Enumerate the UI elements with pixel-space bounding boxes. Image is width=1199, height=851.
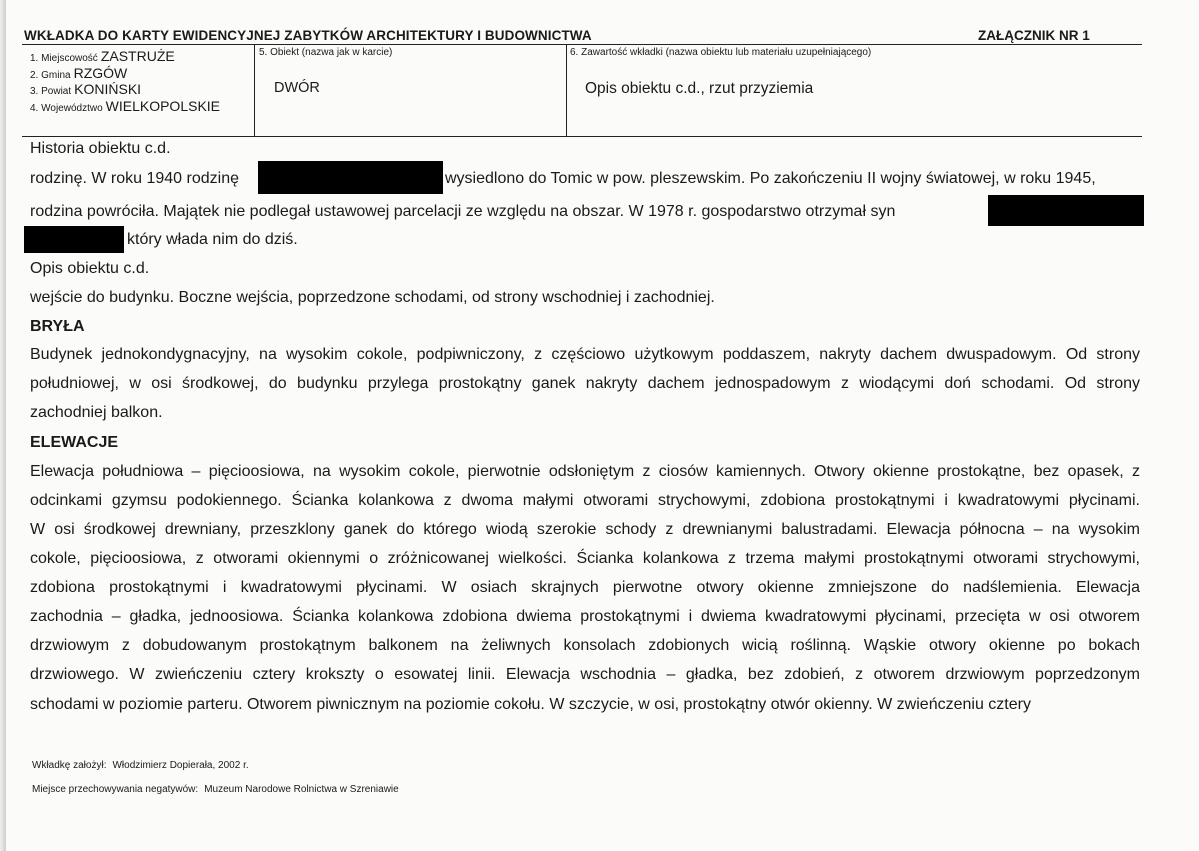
redaction-block bbox=[988, 195, 1144, 226]
elewacje-line: W osi środkowej drewniany, przeszklony ganek do którego wiodą szerokie schody z drewnianymi balustradami. Elewacja północna – na wysokim bbox=[30, 521, 1140, 538]
history-line-2: rodzina powróciła. Majątek nie podlegał ustawowej parcelacji ze względu na obszar. W 1978 r. gospodarstwo otrzymał syn bbox=[30, 203, 896, 220]
wojewodztwo-value: WIELKOPOLSKIE bbox=[105, 98, 221, 114]
content-value: Opis obiektu c.d., rzut przyziemia bbox=[585, 80, 814, 97]
footer-storage bbox=[32, 784, 399, 795]
author-value: Włodzimierz Dopierała, 2002 r. bbox=[112, 760, 249, 771]
object-value: DWÓR bbox=[274, 80, 320, 96]
elewacje-line: cokole, pięcioosiowa, z otworami okiennymi o zróżnicowanej wielkości. Ścianka kolankowa z trzema małymi prostokątnymi otworami strychowymi, bbox=[30, 550, 1140, 567]
field-miejscowosc bbox=[30, 48, 175, 66]
description-heading: Opis obiektu c.d. bbox=[30, 260, 150, 277]
redaction-block bbox=[24, 226, 124, 253]
elewacje-line: drzwiowego. W zwieńczeniu cztery krokszty o esowatej linii. Elewacja wschodnia – gładka, bez zdobień, z otworem drzwiowym poprzedzonym bbox=[30, 666, 1140, 683]
header-divider-1 bbox=[254, 44, 255, 137]
bryla-line: Budynek jednokondygnacyjny, na wysokim cokole, podpiwniczony, z częściowo użytkowym poddaszem, nakryty dachem dwuspadowym. Od strony bbox=[30, 346, 1140, 363]
elewacje-line: zachodnia – gładka, jednoosiowa. Ścianka kolankowa zdobiona dwiema prostokątnymi i dwiema kwadratowymi płycinami, przecięta w osi otworem bbox=[30, 608, 1140, 625]
elewacje-line: schodami w poziomie parteru. Otworem piwnicznym na poziomie cokołu. W szczycie, w osi, prostokątny otwór okienny. W zwieńczeniu cztery bbox=[30, 696, 1031, 713]
miejscowosc-label: 1. Miejscowość bbox=[30, 53, 98, 64]
wojewodztwo-label: 4. Województwo bbox=[30, 103, 103, 114]
powiat-label: 3. Powiat bbox=[30, 86, 72, 97]
content-label: 6. Zawartość wkładki (nazwa obiektu lub materiału uzupełniającego) bbox=[570, 47, 872, 58]
object-label: 5. Obiekt (nazwa jak w karcie) bbox=[259, 47, 393, 58]
history-line-3: który włada nim do dziś. bbox=[127, 231, 298, 248]
storage-label: Miejsce przechowywania negatywów: bbox=[32, 784, 199, 795]
attachment-number: ZAŁĄCZNIK NR 1 bbox=[978, 28, 1090, 43]
author-label: Wkładkę założył: bbox=[32, 760, 107, 771]
bryla-heading: BRYŁA bbox=[30, 318, 85, 335]
field-wojewodztwo bbox=[30, 98, 220, 116]
storage-value: Muzeum Narodowe Rolnictwa w Szreniawie bbox=[204, 784, 399, 795]
powiat-value: KONIŃSKI bbox=[74, 81, 142, 97]
field-powiat bbox=[30, 81, 141, 99]
elewacje-line: Elewacja południowa – pięcioosiowa, na wysokim cokole, pierwotnie odsłoniętym z ciosów kamiennych. Otwory okienne prostokątne, bez opasek, z bbox=[30, 463, 1140, 480]
gmina-value: RZGÓW bbox=[73, 65, 128, 81]
elewacje-line: odcinkami gzymsu podokiennego. Ścianka kolankowa z dwoma małymi otworami strychowymi, zdobiona prostokątnymi i kwadratowymi płycinami. bbox=[30, 492, 1140, 509]
header-bottom-rule bbox=[22, 136, 1142, 137]
elewacje-heading: ELEWACJE bbox=[30, 434, 119, 451]
miejscowosc-value: ZASTRUŻE bbox=[100, 48, 175, 64]
footer-author bbox=[32, 760, 249, 771]
header-divider-2 bbox=[566, 44, 567, 137]
elewacje-line: zdobiona prostokątnymi i kwadratowymi płycinami. W osiach skrajnych pierwotne otwory okienne zmniejszone do nadślemienia. Elewacja bbox=[30, 579, 1140, 596]
description-line-1: wejście do budynku. Boczne wejścia, poprzedzone schodami, od strony wschodniej i zachodniej. bbox=[30, 289, 715, 306]
header-top-rule bbox=[22, 44, 1142, 45]
history-heading: Historia obiektu c.d. bbox=[30, 140, 171, 157]
page-edge-shadow bbox=[0, 0, 6, 851]
bryla-line: południowej, w osi środkowej, do budynku przylega prostokątny ganek nakryty dachem jednospadowym z wiodącymi doń schodami. Od strony bbox=[30, 375, 1140, 392]
bryla-line: zachodniej balkon. bbox=[30, 404, 163, 421]
form-title: WKŁADKA DO KARTY EWIDENCYJNEJ ZABYTKÓW ARCHITEKTURY I BUDOWNICTWA bbox=[24, 28, 592, 43]
history-line-1b: wysiedlono do Tomic w pow. pleszewskim. Po zakończeniu II wojny światowej, w roku 1945, bbox=[445, 170, 1096, 187]
redaction-block bbox=[258, 161, 443, 194]
elewacje-line: drzwiowym z dobudowanym prostokątnym balkonem na żeliwnych konsolach zdobionych wicią roślinną. Wąskie otwory okienne po bokach bbox=[30, 637, 1140, 654]
history-line-1a: rodzinę. W roku 1940 rodzinę bbox=[30, 170, 239, 187]
gmina-label: 2. Gmina bbox=[30, 70, 71, 81]
